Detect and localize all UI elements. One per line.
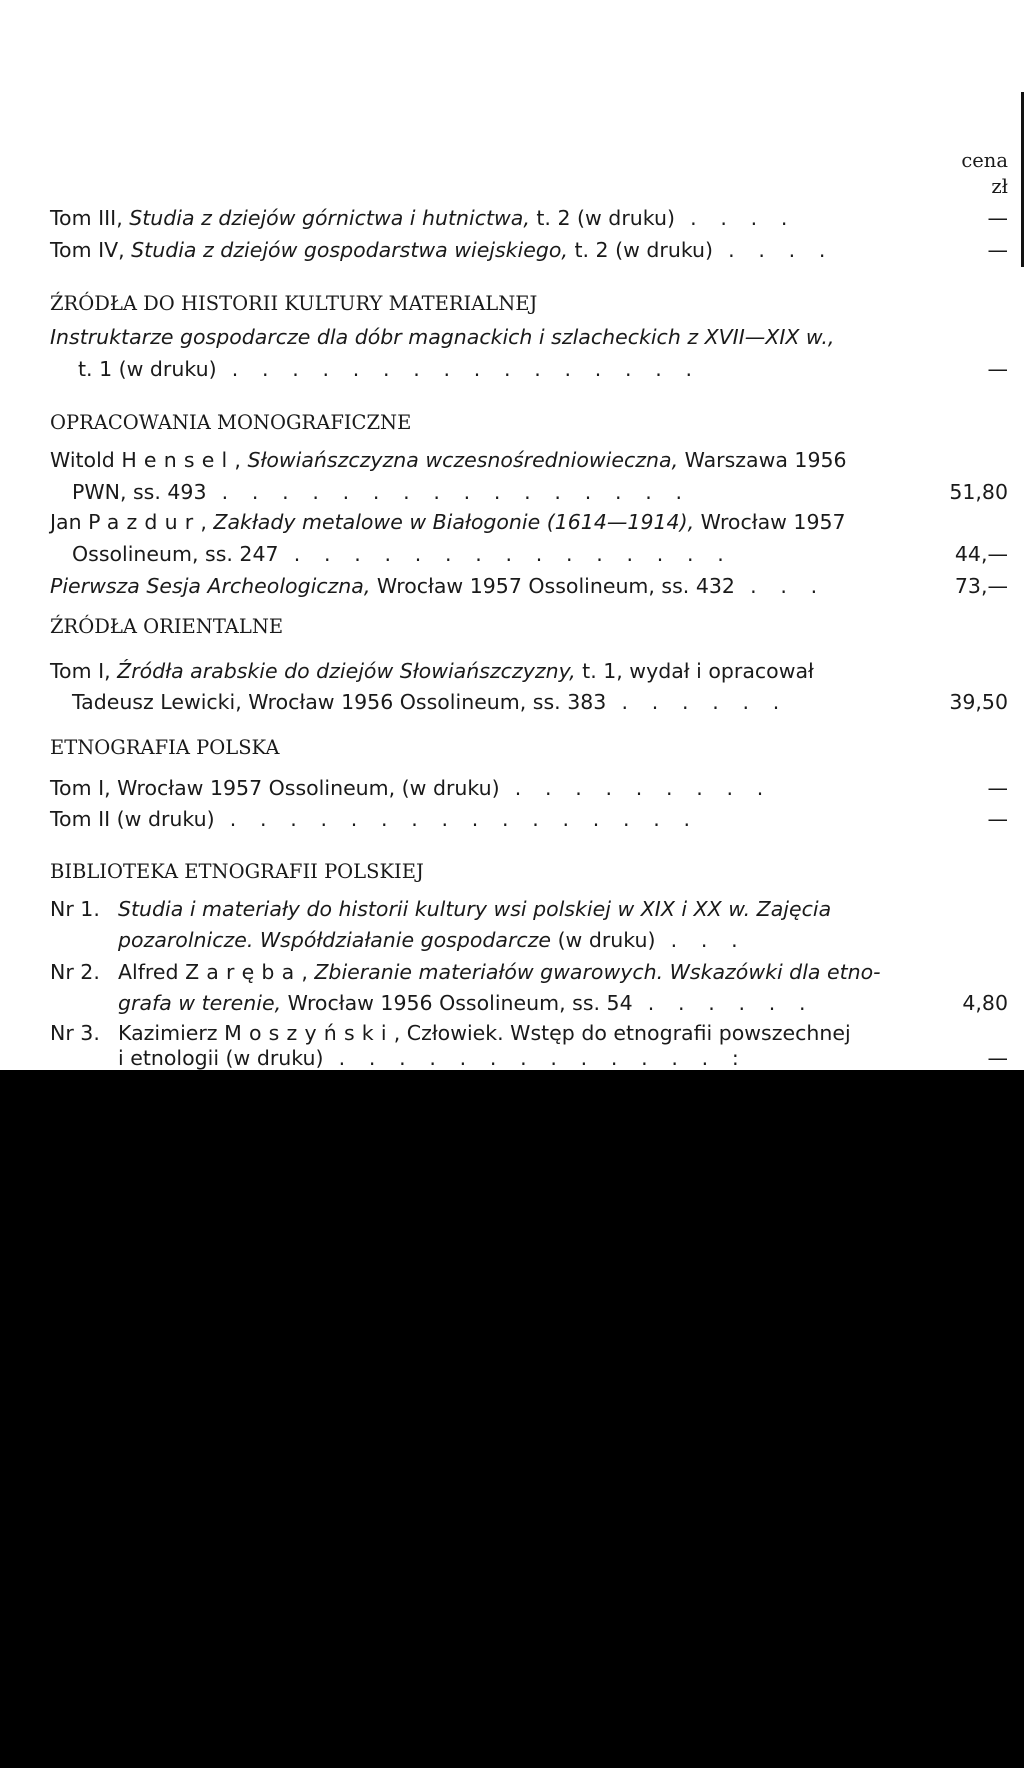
- leader-dots: . . . . . . . . . . . . . . . .: [216, 357, 701, 381]
- entry-title: Źródła arabskie do dziejów Słowiańszczyzny,: [117, 659, 576, 683]
- leader-dots: . . . . . . . . . . . . . . . .: [214, 807, 699, 831]
- author-first-name: Jan: [50, 510, 89, 534]
- entry-continuation: [78, 353, 701, 386]
- entry-prefix: Tom IV,: [50, 238, 132, 262]
- entry-title: Słowiańszczyzna wczesnośredniowieczna,: [247, 448, 679, 472]
- entry-nr-3: [50, 1017, 100, 1050]
- separator: ,: [393, 1021, 407, 1045]
- entry-price: —: [987, 807, 1008, 831]
- section-heading: ŹRÓDŁA DO HISTORII KULTURY MATERIALNEJ: [50, 292, 538, 315]
- entry-prefix: Tom III,: [50, 206, 130, 230]
- section-heading: BIBLIOTEKA ETNOGRAFII POLSKIEJ: [50, 860, 424, 883]
- price-header-cena: cena: [961, 149, 1008, 172]
- entry-nr-1: [50, 893, 100, 926]
- entry-number: Nr 2.: [50, 960, 100, 984]
- entry-price: —: [987, 357, 1008, 381]
- entry-continuation: [118, 987, 814, 1020]
- entry-title: Instruktarze gospodarcze dla dóbr magnackich i szlacheckich z XVII—XIX w.,: [50, 325, 835, 349]
- entry-continuation: [72, 686, 788, 719]
- entry-continuation: [118, 1046, 747, 1070]
- leader-dots: . . . . . . . . .: [499, 776, 772, 800]
- author-last-name: Hensel: [121, 448, 235, 472]
- entry-detail: Wrocław 1956 Ossolineum, ss. 54: [281, 991, 633, 1015]
- entry-detail: PWN, ss. 493: [72, 480, 207, 504]
- leader-dots: . . . . . . . . . . . . . :: [323, 1046, 748, 1070]
- entry-title: Zbieranie materiałów gwarowych. Wskazówki dla etno-: [314, 960, 881, 984]
- entry-zrodla-arabskie: [50, 655, 814, 688]
- entry-price: 51,80: [949, 480, 1008, 504]
- author-first-name: Kazimierz: [118, 1021, 225, 1045]
- entry-pierwsza-sesja: [50, 570, 826, 603]
- entry-place: Wrocław 1957: [694, 510, 846, 534]
- separator: ,: [301, 960, 315, 984]
- entry-nr-2-title: [118, 956, 881, 989]
- entry-detail: Człowiek. Wstęp do etnografii powszechnej: [406, 1021, 851, 1045]
- author-last-name: Zaręba: [185, 960, 302, 984]
- entry-prefix: Tom I,: [50, 659, 118, 683]
- leader-dots: . . . .: [674, 206, 796, 230]
- entry-detail: Tadeusz Lewicki, Wrocław 1956 Ossolineum, ss. 383: [72, 690, 607, 714]
- entry-title: Pierwsza Sesja Archeologiczna,: [50, 574, 371, 598]
- author-last-name: Moszyński: [224, 1021, 394, 1045]
- leader-dots: . . .: [655, 928, 747, 952]
- entry-detail: t. 1 (w druku): [78, 357, 217, 381]
- entry-continuation: [72, 476, 691, 509]
- separator: ,: [200, 510, 214, 534]
- entry-price: 39,50: [949, 690, 1008, 714]
- entry-price: —: [987, 776, 1008, 800]
- author-first-name: Witold: [50, 448, 122, 472]
- entry-detail: t. 2 (w druku): [567, 238, 714, 262]
- leader-dots: . . . . . .: [632, 991, 815, 1015]
- entry-detail: Tom II (w druku): [50, 807, 215, 831]
- price-column-header: [961, 148, 1008, 200]
- entry-place: Warszawa 1956: [678, 448, 847, 472]
- entry-tom-iii: [50, 202, 796, 235]
- entry-detail: i etnologii (w druku): [118, 1046, 324, 1070]
- leader-dots: . . . . . . . . . . . . . . .: [278, 542, 733, 566]
- entry-detail: t. 2 (w druku): [529, 206, 675, 230]
- entry-number: Nr 1.: [50, 897, 100, 921]
- entry-title-cont: grafa w terenie,: [118, 991, 282, 1015]
- leader-dots: . . .: [734, 574, 826, 598]
- entry-price: —: [987, 206, 1008, 230]
- section-heading: ETNOGRAFIA POLSKA: [50, 736, 280, 759]
- separator: ,: [234, 448, 248, 472]
- entry-price: 4,80: [962, 991, 1008, 1015]
- section-heading: ŹRÓDŁA ORIENTALNE: [50, 615, 284, 638]
- leader-dots: . . . . . . . . . . . . . . . .: [206, 480, 691, 504]
- entry-price: 73,—: [954, 574, 1008, 598]
- entry-continuation: [118, 924, 746, 957]
- author-first-name: Alfred: [118, 960, 186, 984]
- entry-title-cont: pozarolnicze. Współdziałanie gospodarcze: [118, 928, 552, 952]
- leader-dots: . . . . . .: [606, 690, 788, 714]
- entry-title: Zakłady metalowe w Białogonie (1614—1914),: [213, 510, 695, 534]
- entry-hensel: [50, 444, 847, 477]
- entry-price: 44,—: [954, 542, 1008, 566]
- price-header-currency: zł: [991, 175, 1008, 198]
- entry-continuation: [72, 538, 732, 571]
- author-last-name: Pazdur: [88, 510, 201, 534]
- entry-title: Studia z dziejów górnictwa i hutnictwa,: [129, 206, 530, 230]
- leader-dots: . . . .: [713, 238, 835, 262]
- entry-etnografia-tom-ii: [50, 803, 699, 836]
- entry-title: Studia z dziejów gospodarstwa wiejskiego,: [131, 238, 568, 262]
- entry-etnografia-tom-i: [50, 772, 772, 805]
- entry-price: —: [987, 238, 1008, 262]
- entry-title: Studia i materiały do historii kultury wsi polskiej w XIX i XX w. Zajęcia: [118, 897, 832, 921]
- entry-nr-1-title: [118, 893, 831, 926]
- entry-detail: Ossolineum, ss. 247: [72, 542, 279, 566]
- entry-detail: Wrocław 1957 Ossolineum, ss. 432: [370, 574, 735, 598]
- entry-detail: Tom I, Wrocław 1957 Ossolineum, (w druku): [50, 776, 500, 800]
- section-heading: OPRACOWANIA MONOGRAFICZNE: [50, 411, 412, 434]
- entry-pazdur: [50, 506, 846, 539]
- entry-nr-2: [50, 956, 100, 989]
- entry-instruktarze: [50, 321, 834, 354]
- entry-tom-iv: [50, 234, 834, 267]
- entry-number: Nr 3.: [50, 1021, 100, 1045]
- entry-editor-note: t. 1, wydał i opracował: [575, 659, 814, 683]
- entry-detail: (w druku): [551, 928, 656, 952]
- entry-price: —: [987, 1046, 1008, 1070]
